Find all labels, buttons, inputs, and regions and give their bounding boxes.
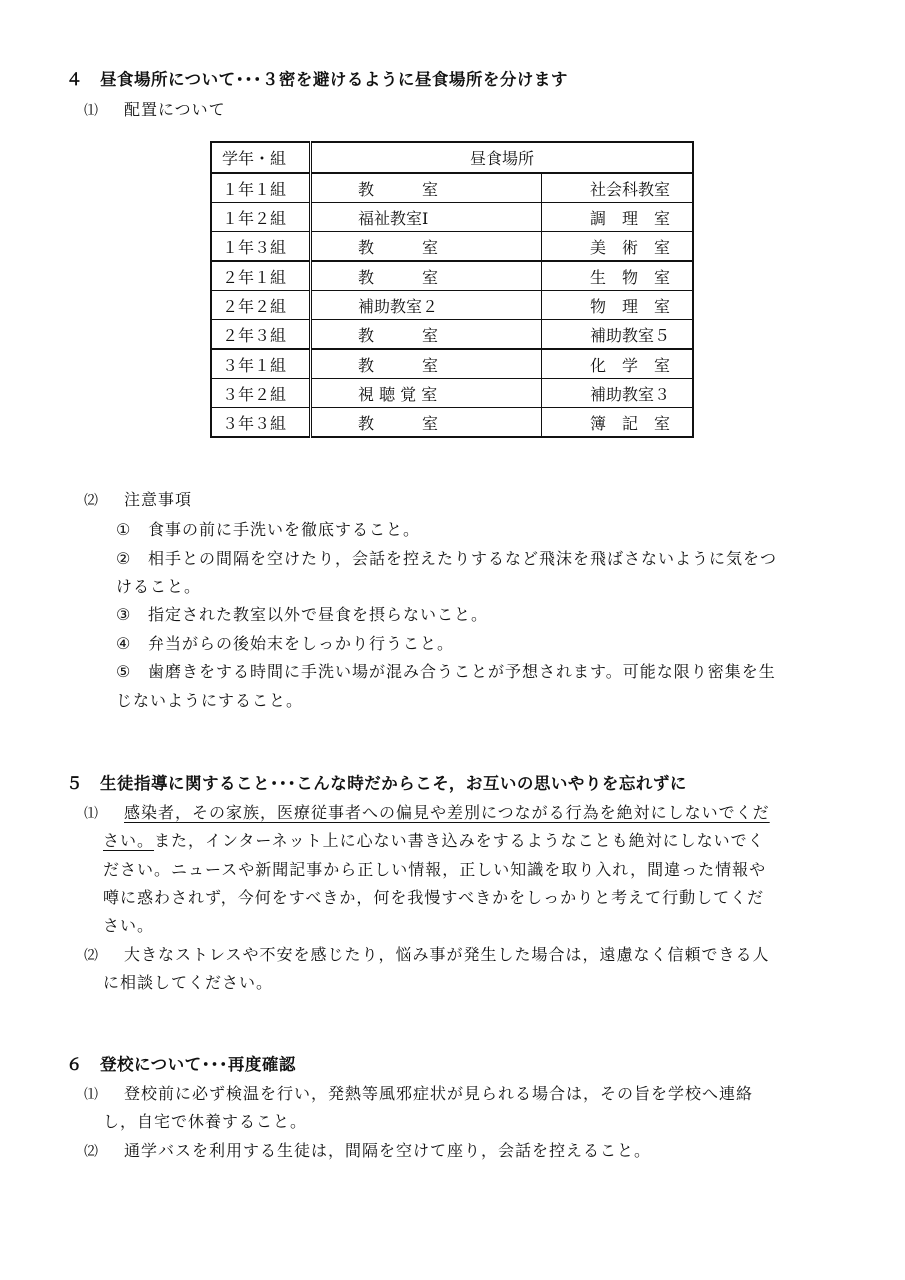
item-text: 配置について [124, 100, 226, 119]
caution-item-3 [116, 602, 488, 625]
row-place-2: 美 術 室 [542, 232, 694, 262]
item-mark: ④ [116, 634, 132, 653]
item-text: 弁当がらの後始末をしっかり行うこと。 [148, 634, 455, 653]
table-row [211, 379, 693, 408]
guidance-item-1 [84, 800, 770, 823]
subsection-4-2 [84, 487, 192, 510]
attendance-item-1-line-2: し，自宅で休養すること。 [103, 1112, 308, 1131]
item-text: 歯磨きをする時間に手洗い場が混み合うことが予想されます。可能な限り密集を生 [148, 662, 776, 681]
row-class: ２年２組 [211, 291, 311, 320]
row-place-2: 社会科教室 [542, 173, 694, 203]
row-place-2: 物 理 室 [542, 291, 694, 320]
item-label: ⑵ [84, 948, 98, 964]
underlined-text: 感染者，その家族，医療従事者への偏見や差別につながる行為を絶対にしないでくだ [124, 803, 770, 822]
section-title: 登校について･･･再度確認 [100, 1055, 296, 1074]
item-label: ⑴ [84, 806, 98, 822]
table-row [211, 291, 693, 320]
table-row [211, 203, 693, 232]
item-text: また，インターネット上に心ない書き込みをするようなことも絶対にしないでく [154, 831, 765, 850]
item-mark: ② [116, 549, 132, 568]
row-place-2: 補助教室３ [542, 379, 694, 408]
row-class: １年３組 [211, 232, 311, 262]
item-text: 通学バスを利用する生徒は，間隔を空けて座り，会話を控えること。 [124, 1141, 652, 1160]
section-title: 昼食場所について･･･３密を避けるように昼食場所を分けます [100, 70, 568, 89]
item-text: 指定された教室以外で昼食を摂らないこと。 [148, 605, 489, 624]
caution-item-2 [116, 546, 777, 569]
table-row [211, 232, 693, 262]
table-row [211, 349, 693, 379]
item-label: ⑵ [84, 1144, 98, 1160]
section-number: ４ [66, 70, 83, 89]
item-text: 注意事項 [124, 490, 193, 509]
table-row [211, 261, 693, 291]
guidance-item-2 [84, 942, 770, 965]
row-place-1: 福祉教室Ⅰ [311, 203, 542, 232]
row-place-1: 教 室 [311, 261, 542, 291]
attendance-item-2 [84, 1138, 651, 1161]
item-mark: ⑤ [116, 662, 132, 681]
row-class: ２年１組 [211, 261, 311, 291]
row-place-1: 視 聴 覚 室 [311, 379, 542, 408]
guidance-item-1-line-2 [103, 828, 765, 851]
row-place-1: 教 室 [311, 320, 542, 350]
caution-item-5-cont: じないようにすること。 [116, 691, 304, 710]
table-row [211, 320, 693, 350]
row-class: ３年２組 [211, 379, 311, 408]
caution-item-5 [116, 659, 776, 682]
item-label: ⑵ [84, 493, 98, 509]
lunch-location-table [210, 141, 694, 438]
item-label: ⑴ [84, 1087, 98, 1103]
section-title: 生徒指導に関すること･･･こんな時だからこそ，お互いの思いやりを忘れずに [100, 774, 687, 793]
table-row [211, 173, 693, 203]
underlined-text: さい。 [103, 831, 155, 850]
row-place-1: 教 室 [311, 349, 542, 379]
item-text: 登校前に必ず検温を行い，発熱等風邪症状が見られる場合は，その旨を学校へ連絡 [124, 1084, 754, 1103]
row-place-1: 補助教室２ [311, 291, 542, 320]
subsection-4-1 [84, 97, 226, 120]
guidance-item-1-line-5: さい。 [103, 916, 155, 935]
row-class: ３年１組 [211, 349, 311, 379]
section-number: ５ [66, 774, 83, 793]
table-row [211, 408, 693, 438]
section-6-heading [66, 1051, 296, 1075]
row-place-1: 教 室 [311, 232, 542, 262]
row-place-2: 化 学 室 [542, 349, 694, 379]
header-class: 学年・組 [211, 142, 311, 173]
row-place-2: 簿 記 室 [542, 408, 694, 438]
table-header-row [211, 142, 693, 173]
row-place-1: 教 室 [311, 173, 542, 203]
guidance-item-2-line-2: に相談してください。 [103, 973, 274, 992]
header-place: 昼食場所 [311, 142, 694, 173]
item-mark: ① [116, 520, 132, 539]
guidance-item-1-line-4: 噂に惑わされず，今何をすべきか，何を我慢すべきかをしっかりと考えて行動してくだ [103, 888, 765, 907]
row-class: ３年３組 [211, 408, 311, 438]
section-4-heading [66, 66, 568, 90]
guidance-item-1-line-3: ださい。ニュースや新聞記事から正しい情報，正しい知識を取り入れ，間違った情報や [103, 860, 767, 879]
row-place-2: 生 物 室 [542, 261, 694, 291]
row-place-1: 教 室 [311, 408, 542, 438]
caution-item-1 [116, 517, 420, 540]
item-mark: ③ [116, 605, 132, 624]
item-text: 相手との間隔を空けたり，会話を控えたりするなど飛沫を飛ばさないように気をつ [148, 549, 778, 568]
section-5-heading [66, 770, 687, 794]
row-class: １年１組 [211, 173, 311, 203]
item-text: 食事の前に手洗いを徹底すること。 [148, 520, 421, 539]
section-number: ６ [66, 1055, 83, 1074]
item-label: ⑴ [84, 103, 98, 119]
attendance-item-1 [84, 1081, 753, 1104]
caution-item-4 [116, 631, 454, 654]
row-place-2: 補助教室５ [542, 320, 694, 350]
item-text: 大きなストレスや不安を感じたり，悩み事が発生した場合は，遠慮なく信頼できる人 [124, 945, 770, 964]
row-class: ２年３組 [211, 320, 311, 350]
caution-item-2-cont: けること。 [116, 577, 202, 596]
row-place-2: 調 理 室 [542, 203, 694, 232]
row-class: １年２組 [211, 203, 311, 232]
